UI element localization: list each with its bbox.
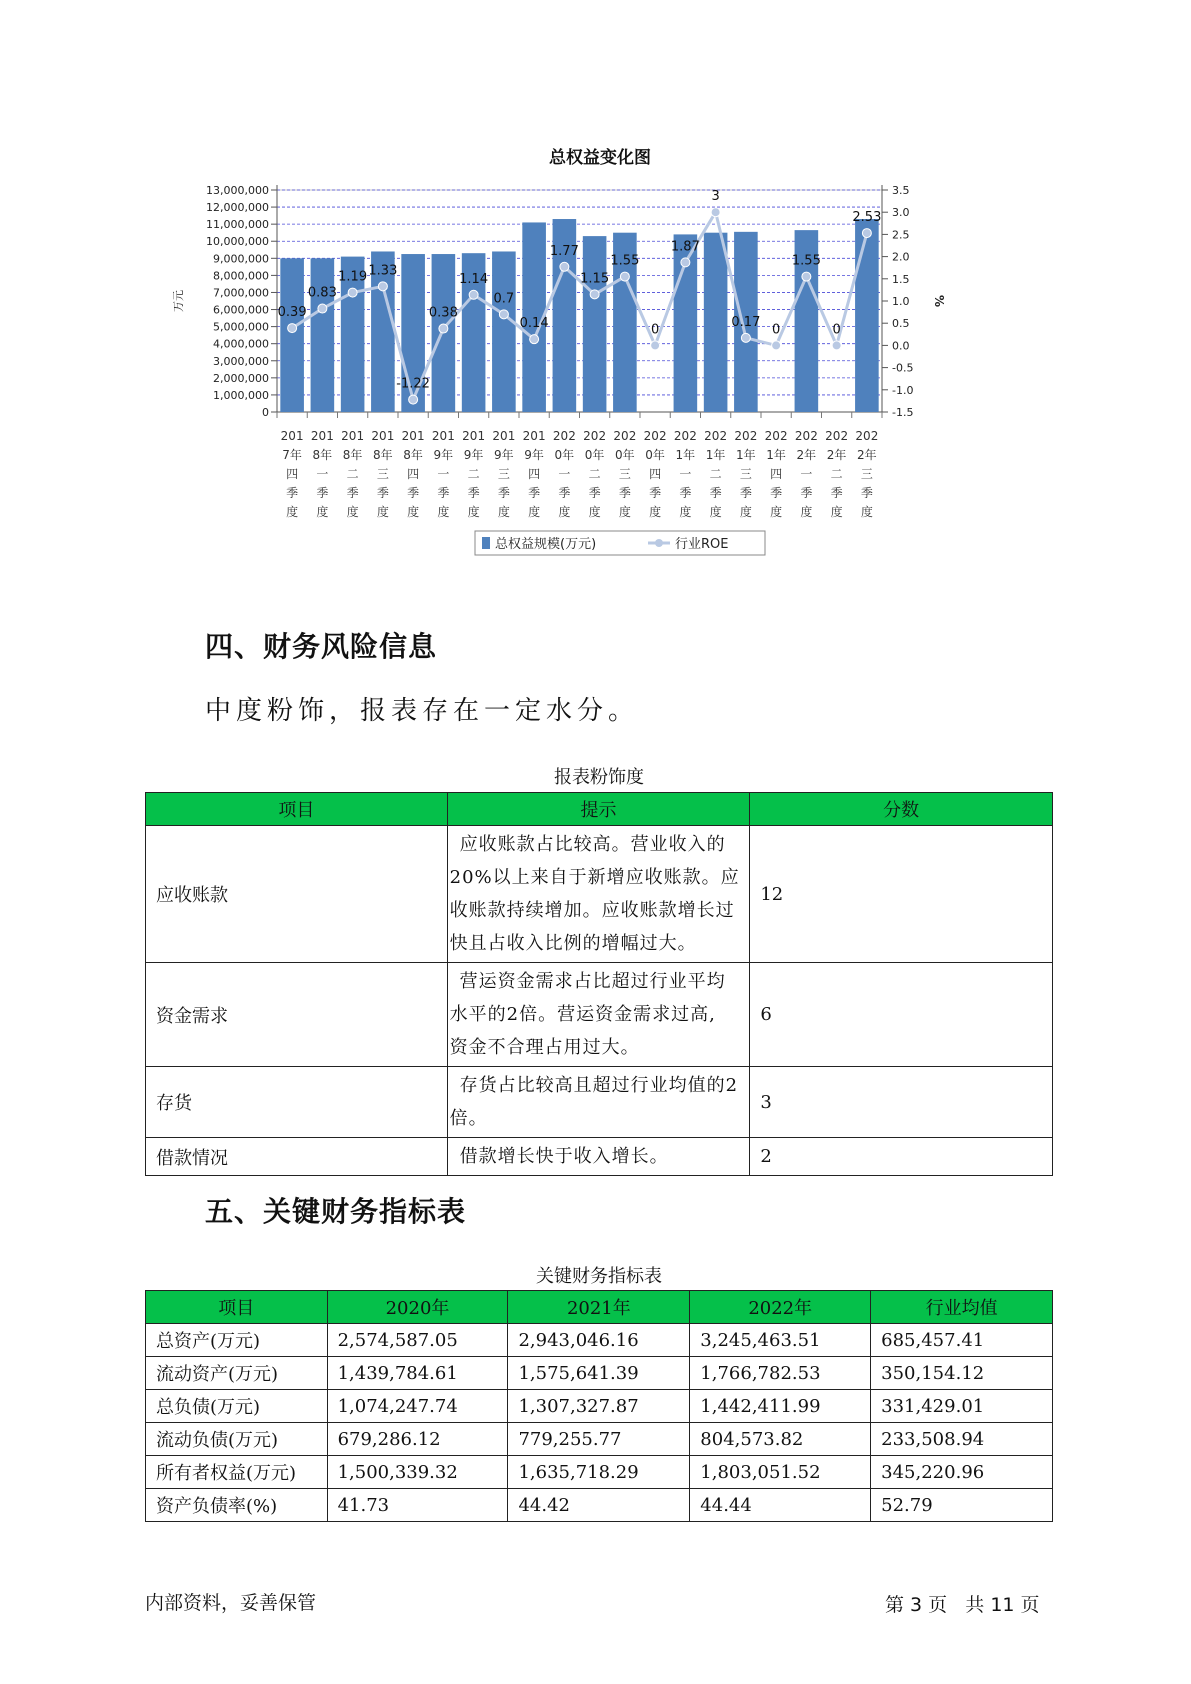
kpi-value: 345,220.96 <box>871 1456 1053 1489</box>
x-tick-label: 度 <box>800 505 813 519</box>
kpi-row <box>146 1423 1053 1456</box>
x-tick-label: 季 <box>649 486 662 500</box>
kpi-value: 52.79 <box>871 1489 1053 1522</box>
roe-data-label: 0.17 <box>731 314 761 330</box>
x-tick-label: 度 <box>618 505 631 519</box>
x-tick-label: 202 <box>583 429 607 443</box>
y2-tick-label: 2.0 <box>892 250 910 264</box>
roe-point <box>378 282 387 291</box>
x-tick-label: 202 <box>613 429 637 443</box>
roe-data-label: 0.7 <box>493 291 515 307</box>
roe-data-label: 1.55 <box>791 253 821 269</box>
risk-item: 资金需求 <box>146 963 448 1067</box>
section4-paragraph: 中度粉饰，报表存在一定水分。 <box>205 696 640 726</box>
y2-tick-label: 3.5 <box>892 184 910 197</box>
x-tick-label: 8年 <box>312 448 333 462</box>
x-tick-label: 四 <box>407 467 420 481</box>
kpi-item: 流动资产(万元) <box>146 1357 328 1390</box>
kpi-value: 233,508.94 <box>871 1423 1053 1456</box>
x-tick-label: 季 <box>709 486 722 500</box>
roe-data-label: 1.87 <box>670 239 700 255</box>
roe-point <box>560 262 569 271</box>
kpi-value: 1,074,247.74 <box>327 1390 508 1423</box>
kpi-value: 685,457.41 <box>871 1324 1053 1357</box>
kpi-row <box>146 1456 1053 1489</box>
risk-tip-line: 水平的2倍。营运资金需求过高, <box>449 1004 716 1025</box>
x-tick-label: 度 <box>770 505 783 519</box>
roe-data-label: 2.53 <box>852 210 882 226</box>
x-tick-label: 202 <box>552 429 576 443</box>
y2-tick-label: 1.5 <box>892 272 910 286</box>
risk-table-caption: 报表粉饰度 <box>554 767 644 788</box>
kpi-value: 679,286.12 <box>327 1423 508 1456</box>
risk-tip <box>447 1067 750 1138</box>
x-tick-label: 202 <box>855 429 879 443</box>
kpi-value: 1,803,051.52 <box>690 1456 871 1489</box>
x-tick-label: 201 <box>341 429 365 443</box>
kpi-item: 总资产(万元) <box>146 1324 328 1357</box>
x-tick-label: 季 <box>800 486 813 500</box>
plot-area <box>277 190 882 412</box>
kpi-table <box>145 1290 1053 1522</box>
kpi-value: 1,500,339.32 <box>327 1456 508 1489</box>
x-tick-label: 季 <box>497 486 510 500</box>
x-tick-label: 三 <box>376 467 389 481</box>
risk-header-item: 项目 <box>146 793 448 826</box>
risk-tip-line: 20%以上来自于新增应收账款。应 <box>449 867 740 888</box>
y2-tick-label: -0.5 <box>892 361 914 375</box>
x-tick-label: 201 <box>462 429 486 443</box>
x-tick-label: 度 <box>679 505 692 519</box>
bar <box>280 258 304 412</box>
x-tick-label: 季 <box>528 486 541 500</box>
kpi-item: 资产负债率(%) <box>146 1489 328 1522</box>
risk-item: 存货 <box>146 1067 448 1138</box>
y-tick-label: 6,000,000 <box>213 303 269 317</box>
kpi-value: 2,574,587.05 <box>327 1324 508 1357</box>
x-tick-label: 202 <box>825 429 849 443</box>
kpi-value: 44.44 <box>690 1489 871 1522</box>
roe-data-label: 0 <box>650 322 660 338</box>
roe-point <box>288 324 297 333</box>
chart-title: 总权益变化图 <box>549 148 651 168</box>
kpi-item: 总负债(万元) <box>146 1390 328 1423</box>
kpi-item: 流动负债(万元) <box>146 1423 328 1456</box>
kpi-value: 804,573.82 <box>690 1423 871 1456</box>
x-tick-label: 季 <box>860 486 873 500</box>
x-tick-label: 一 <box>558 467 571 481</box>
x-tick-label: 季 <box>618 486 631 500</box>
x-tick-label: 度 <box>860 505 873 519</box>
risk-row <box>146 963 1053 1067</box>
roe-point <box>711 208 720 217</box>
bar <box>855 219 879 412</box>
x-tick-label: 一 <box>316 467 329 481</box>
kpi-header-industry-avg: 行业均值 <box>871 1291 1053 1324</box>
x-tick-label: 0年 <box>615 448 635 462</box>
kpi-value: 1,766,782.53 <box>690 1357 871 1390</box>
risk-tip-line: 存货占比较高且超过行业均值的2 <box>459 1075 739 1096</box>
risk-header-tip: 提示 <box>447 793 750 826</box>
x-tick-label: 0年 <box>645 448 665 462</box>
y2-tick-label: -1.5 <box>892 406 914 419</box>
y2-tick-label: 0.0 <box>892 339 910 353</box>
kpi-header-item: 项目 <box>146 1291 328 1324</box>
y2-tick-label: -1.0 <box>892 383 914 397</box>
x-tick-label: 201 <box>401 429 425 443</box>
bar <box>311 258 335 412</box>
x-tick-label: 四 <box>528 467 541 481</box>
x-tick-label: 9年 <box>524 448 544 462</box>
x-tick-label: 度 <box>286 505 299 519</box>
kpi-value: 1,635,718.29 <box>508 1456 690 1489</box>
footer-page-number: 第 3 页 共 11 页 <box>885 1594 1040 1616</box>
roe-data-label: 0.83 <box>307 285 337 301</box>
roe-data-label: 0.14 <box>519 316 549 332</box>
risk-tip-line: 应收账款占比较高。营业收入的 <box>459 834 726 855</box>
y-tick-label: 8,000,000 <box>213 269 269 283</box>
x-tick-label: 202 <box>794 429 818 443</box>
section5-heading: 五、关键财务指标表 <box>205 1195 467 1228</box>
x-tick-label: 一 <box>679 467 692 481</box>
x-tick-label: 201 <box>310 429 334 443</box>
x-tick-label: 度 <box>316 505 329 519</box>
x-tick-label: 202 <box>764 429 788 443</box>
y2-tick-label: 3.0 <box>892 206 910 220</box>
y-axis-label: 万元 <box>172 290 185 312</box>
roe-data-label: 3 <box>711 189 720 205</box>
x-tick-label: 度 <box>588 505 601 519</box>
roe-point <box>318 304 327 313</box>
y-tick-label: 10,000,000 <box>206 235 269 249</box>
x-tick-label: 二 <box>709 467 722 481</box>
x-tick-label: 0年 <box>554 448 575 462</box>
roe-data-label: 1.19 <box>338 269 368 285</box>
legend-bar-swatch <box>482 537 490 549</box>
x-tick-label: 一 <box>800 467 813 481</box>
y-tick-label: 13,000,000 <box>206 184 269 197</box>
x-tick-label: 度 <box>467 505 480 519</box>
x-tick-label: 9年 <box>463 448 484 462</box>
x-tick-label: 2年 <box>796 448 817 462</box>
risk-tip-line: 倍。 <box>449 1108 488 1129</box>
x-tick-label: 季 <box>679 486 692 500</box>
y-tick-label: 9,000,000 <box>213 252 269 266</box>
equity-chart <box>160 135 1040 595</box>
risk-tip-line: 营运资金需求占比超过行业平均 <box>459 971 726 992</box>
y2-tick-label: 0.5 <box>892 317 910 331</box>
risk-item: 借款情况 <box>146 1138 448 1176</box>
x-tick-label: 季 <box>770 486 783 500</box>
x-tick-label: 季 <box>316 486 329 500</box>
roe-point <box>469 290 478 299</box>
risk-tip-line: 借款增长快于收入增长。 <box>459 1146 669 1167</box>
roe-data-label: 1.77 <box>549 243 579 259</box>
x-tick-label: 三 <box>618 467 631 481</box>
x-tick-label: 季 <box>588 486 601 500</box>
risk-table <box>145 792 1053 1176</box>
x-tick-label: 四 <box>770 467 783 481</box>
kpi-value: 44.42 <box>508 1489 690 1522</box>
x-tick-label: 2年 <box>826 448 847 462</box>
risk-score: 2 <box>750 1138 1053 1176</box>
roe-point <box>832 341 841 350</box>
x-tick-label: 二 <box>346 467 359 481</box>
x-tick-label: 度 <box>407 505 420 519</box>
y2-tick-label: 2.5 <box>892 228 910 242</box>
roe-data-label: 1.14 <box>459 271 489 287</box>
roe-point <box>772 341 781 350</box>
x-tick-label: 度 <box>649 505 662 519</box>
x-tick-label: 度 <box>528 505 541 519</box>
legend-line-label: 行业ROE <box>675 537 729 552</box>
risk-score: 3 <box>750 1067 1053 1138</box>
roe-point <box>348 288 357 297</box>
kpi-row <box>146 1324 1053 1357</box>
roe-point <box>802 272 811 281</box>
roe-data-label: 1.33 <box>368 263 398 279</box>
x-tick-label: 季 <box>286 486 299 500</box>
roe-data-label: 1.15 <box>580 271 610 287</box>
section4-heading: 四、财务风险信息 <box>205 630 438 663</box>
x-tick-label: 四 <box>649 467 662 481</box>
kpi-item: 所有者权益(万元) <box>146 1456 328 1489</box>
x-tick-label: 201 <box>371 429 395 443</box>
x-tick-label: 201 <box>431 429 455 443</box>
x-tick-label: 三 <box>497 467 510 481</box>
x-tick-label: 0年 <box>584 448 605 462</box>
x-tick-label: 三 <box>860 467 873 481</box>
risk-score: 12 <box>750 826 1053 963</box>
x-tick-label: 度 <box>497 505 510 519</box>
x-tick-label: 四 <box>286 467 299 481</box>
x-tick-label: 度 <box>376 505 389 519</box>
x-tick-label: 三 <box>739 467 752 481</box>
risk-row <box>146 1138 1053 1176</box>
y-tick-label: 5,000,000 <box>213 320 269 334</box>
kpi-row <box>146 1390 1053 1423</box>
kpi-value: 2,943,046.16 <box>508 1324 690 1357</box>
kpi-value: 3,245,463.51 <box>690 1324 871 1357</box>
y-tick-label: 12,000,000 <box>206 201 269 215</box>
x-tick-label: 季 <box>830 486 843 500</box>
x-tick-label: 8年 <box>373 448 393 462</box>
kpi-value: 331,429.01 <box>871 1390 1053 1423</box>
kpi-table-caption: 关键财务指标表 <box>536 1266 662 1287</box>
roe-point <box>741 333 750 342</box>
x-tick-label: 9年 <box>433 448 454 462</box>
x-tick-label: 季 <box>376 486 389 500</box>
roe-data-label: 0 <box>832 322 841 338</box>
risk-tip <box>447 826 750 963</box>
roe-data-label: 0.38 <box>428 305 458 321</box>
x-tick-label: 度 <box>709 505 722 519</box>
x-tick-label: 201 <box>280 429 304 443</box>
kpi-value: 1,439,784.61 <box>327 1357 508 1390</box>
risk-score: 6 <box>750 963 1053 1067</box>
roe-point <box>620 272 629 281</box>
y2-tick-label: 1.0 <box>892 295 910 308</box>
chart-canvas <box>160 135 1040 595</box>
x-tick-label: 1年 <box>705 448 726 462</box>
roe-data-label: 1.55 <box>610 253 640 269</box>
kpi-value: 1,442,411.99 <box>690 1390 871 1423</box>
y-tick-label: 0 <box>262 406 269 419</box>
x-tick-label: 202 <box>673 429 697 443</box>
x-tick-label: 季 <box>558 486 571 500</box>
roe-point <box>651 341 660 350</box>
x-tick-label: 2年 <box>857 448 877 462</box>
risk-tip-line: 收账款持续增加。应收账款增长过 <box>449 900 735 921</box>
risk-header-score: 分数 <box>750 793 1053 826</box>
x-tick-label: 度 <box>739 505 752 519</box>
risk-tip-line: 快且占收入比例的增幅过大。 <box>449 933 697 954</box>
roe-point <box>409 395 418 404</box>
y-tick-label: 1,000,000 <box>213 388 269 402</box>
x-tick-label: 1年 <box>766 448 786 462</box>
x-tick-label: 二 <box>467 467 480 481</box>
roe-point <box>862 229 871 238</box>
bar <box>492 251 516 412</box>
kpi-header-2020: 2020年 <box>327 1291 508 1324</box>
roe-point <box>681 258 690 267</box>
x-tick-label: 二 <box>830 467 843 481</box>
legend-line-marker <box>655 539 663 547</box>
y-tick-label: 7,000,000 <box>213 286 269 300</box>
risk-row <box>146 826 1053 963</box>
bar <box>704 233 728 412</box>
x-tick-label: 季 <box>346 486 359 500</box>
x-tick-label: 8年 <box>342 448 363 462</box>
kpi-value: 350,154.12 <box>871 1357 1053 1390</box>
x-tick-label: 202 <box>734 429 758 443</box>
x-tick-label: 季 <box>407 486 420 500</box>
kpi-value: 1,575,641.39 <box>508 1357 690 1390</box>
risk-item: 应收账款 <box>146 826 448 963</box>
x-tick-label: 二 <box>588 467 601 481</box>
kpi-value: 779,255.77 <box>508 1423 690 1456</box>
roe-data-label: 0 <box>771 322 781 338</box>
roe-point <box>590 290 599 299</box>
y-tick-label: 11,000,000 <box>206 218 269 232</box>
x-tick-label: 7年 <box>282 448 302 462</box>
x-tick-label: 202 <box>704 429 728 443</box>
x-tick-label: 度 <box>830 505 843 519</box>
x-tick-label: 季 <box>739 486 752 500</box>
kpi-row <box>146 1357 1053 1390</box>
y-tick-label: 3,000,000 <box>213 354 269 368</box>
y-tick-label: 4,000,000 <box>213 337 269 351</box>
x-tick-label: 8年 <box>403 448 423 462</box>
roe-data-label: 0.39 <box>277 305 307 321</box>
x-tick-label: 1年 <box>736 448 756 462</box>
roe-point <box>499 310 508 319</box>
x-tick-label: 201 <box>492 429 516 443</box>
roe-point <box>530 335 539 344</box>
x-tick-label: 一 <box>437 467 450 481</box>
risk-tip <box>447 963 750 1067</box>
x-tick-label: 度 <box>437 505 450 519</box>
kpi-row <box>146 1489 1053 1522</box>
x-tick-label: 季 <box>467 486 480 500</box>
y2-axis-label: % <box>932 294 946 308</box>
risk-row <box>146 1067 1053 1138</box>
bar <box>583 236 607 412</box>
x-tick-label: 度 <box>558 505 571 519</box>
kpi-header-2022: 2022年 <box>690 1291 871 1324</box>
x-tick-label: 201 <box>522 429 546 443</box>
x-tick-label: 202 <box>643 429 667 443</box>
footer-confidential: 内部资料，妥善保管 <box>145 1592 317 1614</box>
x-tick-label: 1年 <box>675 448 696 462</box>
risk-tip-line: 资金不合理占用过大。 <box>449 1037 640 1058</box>
kpi-value: 41.73 <box>327 1489 508 1522</box>
legend-bar-label: 总权益规模(万元) <box>495 537 597 552</box>
roe-data-label: -1.22 <box>396 376 430 392</box>
kpi-value: 1,307,327.87 <box>508 1390 690 1423</box>
kpi-header-2021: 2021年 <box>508 1291 690 1324</box>
x-tick-label: 季 <box>437 486 450 500</box>
risk-tip <box>447 1138 750 1176</box>
y-tick-label: 2,000,000 <box>213 371 269 385</box>
roe-point <box>439 324 448 333</box>
x-tick-label: 度 <box>346 505 359 519</box>
x-tick-label: 9年 <box>494 448 514 462</box>
